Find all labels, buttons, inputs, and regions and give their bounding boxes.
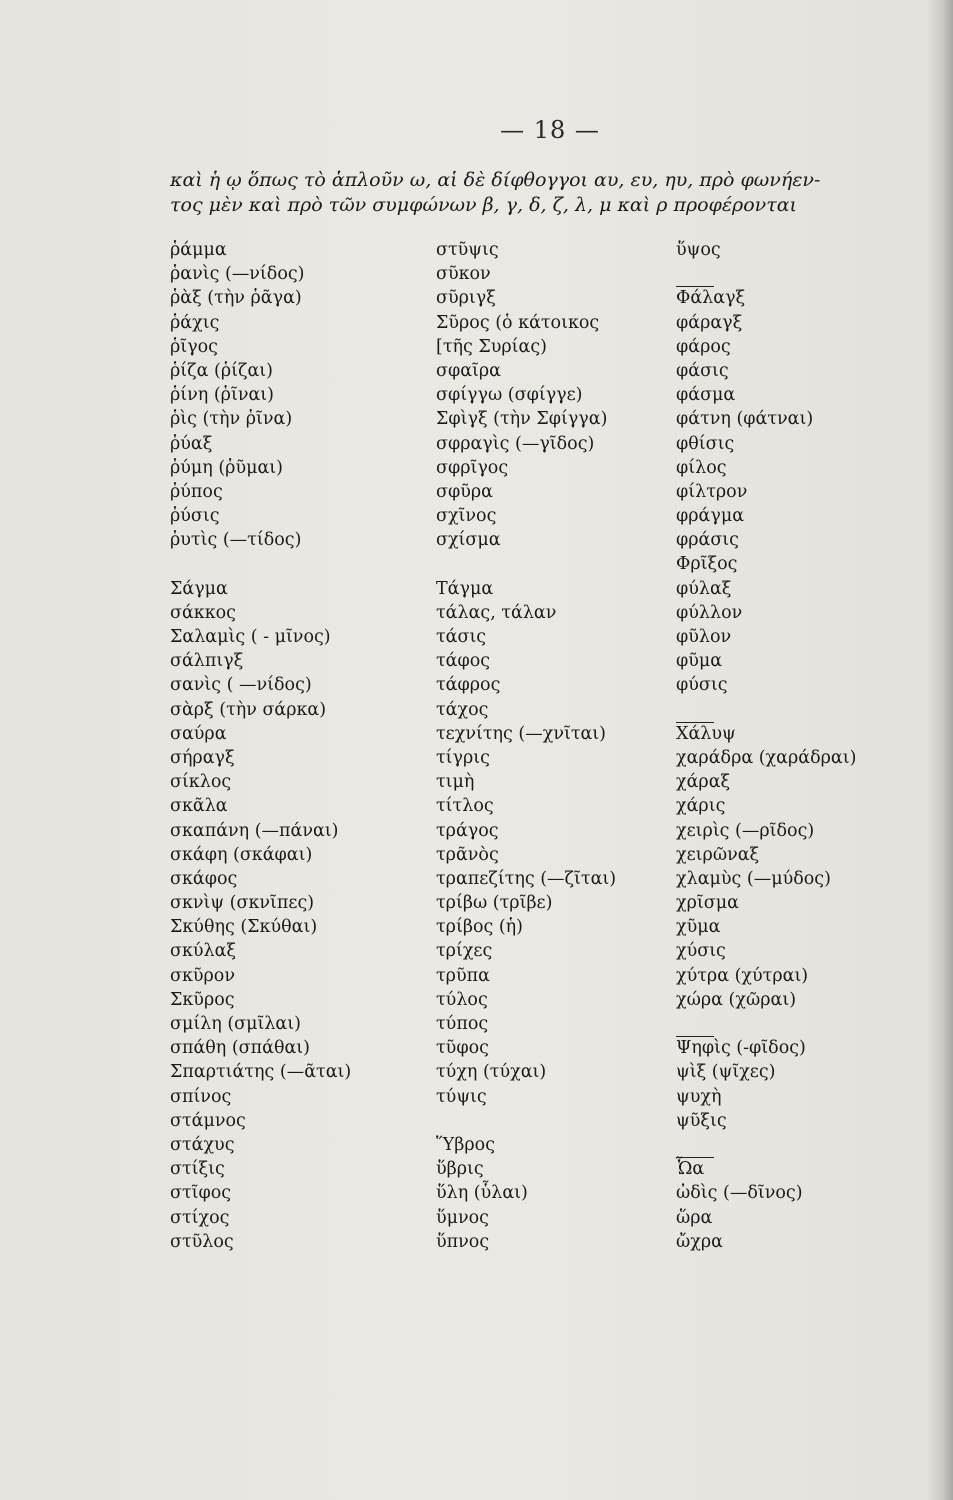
word-column-2 [436, 238, 616, 1254]
word-entry: Σπαρτιάτης (—ᾶται) [170, 1062, 352, 1083]
word-entry: σάκκος [170, 602, 236, 623]
section-divider [676, 1133, 856, 1157]
word-entry: τρίχες [436, 941, 493, 962]
word-entry: σανὶς ( —νίδος) [170, 675, 312, 696]
word-entry: σπίνος [170, 1086, 232, 1107]
word-entry: φάσμα [676, 385, 736, 406]
word-entry: Σάγμα [170, 578, 228, 599]
word-entry: Χάλυψ [676, 723, 736, 744]
word-entry: φῦλον [676, 627, 732, 647]
word-entry: τρίβω (τρῖβε) [436, 893, 553, 914]
word-entry: ῥυτὶς (—τίδος) [170, 530, 302, 551]
intro-line-1: καὶ ἡ ῳ ὅπως τὸ ἁπλοῦν ω, αἱ δὲ δίφθογγοι αυ, ευ, ηυ, πρὸ φωνήεν- [170, 169, 821, 191]
word-entry: χλαμὺς (—μύδος) [676, 868, 831, 889]
word-entry: τράγος [436, 820, 499, 841]
word-entry: φύσις [676, 675, 728, 696]
word-entry: χύσις [676, 941, 726, 962]
word-entry: σαύρα [170, 723, 227, 744]
word-entry: τραπεζίτης (—ζῖται) [436, 868, 617, 889]
word-entry: χειρῶναξ [676, 844, 760, 865]
word-entry: σφῦρα [436, 481, 493, 502]
word-entry: ῥὶς (τὴν ῥῖνα) [170, 409, 293, 430]
word-entry: σχῖνος [436, 506, 497, 527]
word-entry: σάλπιγξ [170, 651, 244, 672]
word-entry: χύτρα (χύτραι) [676, 965, 809, 986]
word-entry: ῥανὶς (—νίδος) [170, 264, 305, 285]
word-entry: Ψηφὶς (-φῖδος) [676, 1038, 806, 1059]
word-entry: Τάγμα [436, 578, 494, 599]
word-entry: ῥίνη (ῥῖναι) [170, 385, 274, 406]
word-entry: σφίγγω (σφίγγε) [436, 385, 583, 406]
word-entry: τάσις [436, 627, 487, 647]
word-entry: ῥύσις [170, 506, 220, 527]
word-entry: στίξις [170, 1159, 225, 1180]
word-entry: φράσις [676, 530, 739, 551]
blank-row [170, 552, 351, 576]
word-entry: τιμὴ [436, 772, 475, 793]
word-entry: τύλος [436, 989, 488, 1010]
word-entry: σκάφη (σκάφαι) [170, 844, 313, 865]
word-entry: φάρος [676, 336, 731, 357]
section-divider [676, 262, 856, 286]
word-entry: στάχυς [170, 1134, 235, 1155]
word-entry: τάλας, τάλαν [436, 602, 557, 623]
word-entry: στίχος [170, 1207, 230, 1228]
word-entry: [τῆς Συρίας) [436, 336, 547, 357]
word-entry: σχίσμα [436, 530, 501, 551]
word-entry: φίλος [676, 457, 727, 478]
word-entry: ψὶξ (ψῖχες) [676, 1062, 776, 1083]
word-entry: Σκύθης (Σκύθαι) [170, 917, 318, 938]
word-entry: Ὕβρος [436, 1134, 496, 1155]
intro-line-2: τος μὲν καὶ πρὸ τῶν συμφώνων β, γ, δ, ζ, λ, μ καὶ ρ προφέρονται [170, 194, 798, 216]
word-entry: Σῦρος (ὁ κάτοικος [436, 312, 600, 333]
word-entry: σκάφος [170, 868, 238, 889]
word-column-3 [676, 238, 856, 1254]
word-entry: τρᾶνὸς [436, 844, 499, 865]
word-entry: φύλαξ [676, 578, 732, 599]
page-edge-shadow [927, 0, 953, 1500]
word-entry: σκᾶλα [170, 796, 228, 817]
word-entry: Φρῖξος [676, 554, 738, 575]
word-entry: τρίβος (ἡ) [436, 917, 523, 938]
word-entry: φάσις [676, 360, 729, 381]
word-entry: χαράδρα (χαράδραι) [676, 747, 857, 768]
blank-row [436, 1109, 616, 1133]
word-entry: ῥύπος [170, 481, 223, 502]
word-entry: χειρὶς (—ρῖδος) [676, 820, 815, 841]
word-entry: χρῖσμα [676, 893, 739, 914]
word-entry: σῦριγξ [436, 288, 496, 309]
word-entry: στῦψις [436, 240, 499, 260]
word-entry: Φάλαγξ [676, 288, 746, 309]
word-entry: σκνὶψ (σκνῖπες) [170, 893, 315, 914]
word-entry: ῥάχις [170, 312, 220, 333]
word-entry: ψυχὴ [676, 1086, 722, 1107]
word-entry: σὰρξ (τὴν σάρκα) [170, 699, 327, 720]
word-entry: ῥύαξ [170, 433, 213, 454]
word-entry: τάφρος [436, 675, 501, 696]
word-entry: φράγμα [676, 506, 745, 527]
word-entry: ὕβρις [436, 1159, 484, 1180]
word-entry: τάχος [436, 699, 489, 720]
word-entry: χῦμα [676, 917, 721, 938]
page-number: — 18 — [500, 116, 600, 144]
word-entry: ὕπνος [436, 1231, 490, 1252]
word-entry: χάραξ [676, 772, 731, 793]
divider-dash [676, 1012, 714, 1037]
word-entry: ῥύμη (ῥῦμαι) [170, 457, 283, 478]
word-entry: σήραγξ [170, 747, 235, 768]
word-entry: στῖφος [170, 1183, 232, 1204]
word-entry: ὕψος [676, 240, 721, 260]
word-entry: στῦλος [170, 1231, 234, 1252]
word-entry: φάτνη (φάτναι) [676, 409, 814, 430]
word-entry: ὠδὶς (—δῖνος) [676, 1183, 803, 1204]
divider-dash [676, 262, 714, 287]
word-entry: Σκῦρος [170, 989, 235, 1010]
word-entry: ψῦξις [676, 1110, 727, 1131]
word-entry: σίκλος [170, 772, 232, 793]
word-entry: σκῦρον [170, 965, 235, 986]
word-entry: σφραγὶς (—γῖδος) [436, 433, 595, 454]
word-entry: σμίλη (σμῖλαι) [170, 1014, 301, 1034]
word-entry: ῥίζα (ῥίζαι) [170, 360, 273, 381]
section-divider [676, 698, 856, 722]
word-entry: Σαλαμὶς ( - μῖνος) [170, 627, 331, 647]
word-entry: ῥὰξ (τὴν ῥᾶγα) [170, 288, 302, 309]
word-entry: τῦφος [436, 1038, 489, 1059]
word-entry: τρῦπα [436, 965, 490, 986]
word-entry: τεχνίτης (—χνῖται) [436, 723, 607, 744]
word-entry: τίγρις [436, 747, 490, 768]
word-entry: τύψις [436, 1086, 487, 1107]
word-entry: ὤχρα [676, 1231, 723, 1252]
word-entry: τύχη (τύχαι) [436, 1062, 547, 1083]
word-entry: στάμνος [170, 1110, 246, 1131]
word-entry: τύπος [436, 1014, 489, 1034]
blank-row [436, 552, 616, 576]
word-entry: φῦμα [676, 651, 723, 672]
word-entry: Σφὶγξ (τὴν Σφίγγα) [436, 409, 608, 430]
word-entry: τίτλος [436, 796, 494, 817]
word-entry: ὕλη (ὗλαι) [436, 1183, 528, 1204]
word-entry: σῦκον [436, 264, 491, 285]
section-divider [676, 1012, 856, 1036]
word-entry: ῥάμμα [170, 240, 227, 260]
divider-dash [676, 698, 714, 723]
word-entry: σφαῖρα [436, 360, 501, 381]
word-entry: φθίσις [676, 433, 735, 454]
word-entry: τάφος [436, 651, 491, 672]
word-entry: σκύλαξ [170, 941, 237, 962]
word-entry: ὕμνος [436, 1207, 489, 1228]
word-entry: φύλλον [676, 602, 743, 623]
word-entry: Ὦα [676, 1159, 705, 1180]
word-entry: χώρα (χῶραι) [676, 989, 797, 1010]
word-entry: ὥρα [676, 1207, 713, 1228]
word-entry: σφρῖγος [436, 457, 509, 478]
word-entry: φάραγξ [676, 312, 743, 333]
word-entry: σκαπάνη (—πάναι) [170, 820, 339, 841]
word-entry: χάρις [676, 796, 726, 817]
word-entry: ῥῖγος [170, 336, 218, 357]
word-column-1 [170, 238, 351, 1254]
word-entry: σπάθη (σπάθαι) [170, 1038, 310, 1059]
divider-dash [676, 1133, 714, 1158]
word-entry: φίλτρον [676, 481, 748, 502]
